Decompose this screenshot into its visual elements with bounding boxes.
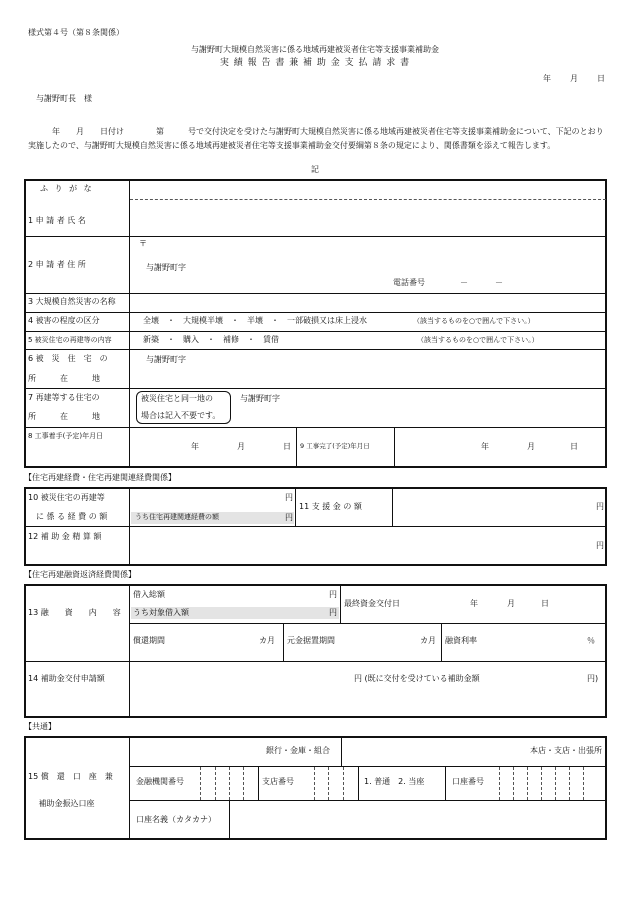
bank-type-options: 銀行・金庫・組合	[266, 746, 330, 755]
rebuild-content-label: 5 被災住宅の再建等の内容	[28, 336, 112, 344]
subsidy-request-label: 14 補助金交付申請額	[28, 674, 105, 683]
section-housing-cost-heading: 【住宅再建経費・住宅再建関連経費関係】	[24, 473, 176, 482]
account-holder-label: 口座名義（カタカナ）	[136, 815, 216, 824]
address-town: 与謝野町字	[146, 263, 186, 272]
damaged-house-location-label-1: 6 被 災 住 宅 の	[28, 354, 108, 363]
form-title-line2: 実 績 報 告 書 兼 補 助 金 支 払 請 求 書	[219, 58, 411, 68]
rebuild-cost-label-1: 10 被災住宅の再建等	[28, 493, 105, 502]
rebuild-note: （該当するものを○で囲んで下さい。）	[417, 336, 539, 344]
damaged-house-location-label-2: 所 在 地	[28, 374, 100, 383]
loan-table	[24, 584, 607, 718]
account-label-2: 補助金振込口座	[28, 799, 95, 808]
final-funding-day: 日	[541, 599, 549, 608]
phone-dash-2: －	[495, 278, 503, 287]
furigana-label: ふ り が な	[40, 184, 94, 193]
date-month: 月	[570, 74, 578, 83]
total-loan-yen: 円	[329, 590, 337, 599]
damaged-house-town: 与謝野町字	[146, 355, 186, 364]
rebuild-cost-label-2: に 係 る 経 費 の 額	[28, 512, 108, 521]
settlement-amount-label: 12 補 助 金 精 算 額	[28, 532, 102, 541]
loan-content-label: 13 融 資 内 容	[28, 608, 121, 617]
final-funding-date-label: 最終資金交付日	[344, 599, 400, 608]
final-funding-month: 月	[507, 599, 515, 608]
construction-start-label: 8 工事着手(予定)年月日	[28, 432, 104, 440]
interest-rate-percent: ％	[587, 636, 595, 645]
rebuilt-house-location-label-2: 所 在 地	[28, 412, 100, 421]
rebuilt-note-line-1: 被災住宅と同一地の	[141, 394, 213, 403]
form-title-line1: 与謝野町大規模自然災害に係る地域再建被災者住宅等支援事業補助金	[191, 45, 439, 54]
start-day: 日	[283, 442, 291, 451]
form-number: 様式第４号（第８条関係）	[28, 28, 124, 37]
section-common-heading: 【共通】	[24, 722, 56, 731]
rebuilt-house-town: 与謝野町字	[240, 394, 280, 403]
damage-level-label: 4 被害の程度の区分	[28, 316, 100, 325]
phone-label: 電話番号	[393, 278, 425, 287]
subsidy-request-text: 円 (既に交付を受けている補助金額	[354, 674, 480, 683]
rebuild-options: 新築 ・ 購入 ・ 補修 ・ 賃借	[143, 335, 279, 344]
target-loan-label: うち対象借入額	[133, 608, 189, 617]
account-label-1: 15 償 還 口 座 兼	[28, 772, 113, 781]
phone-dash-1: －	[460, 278, 468, 287]
account-number-label: 口座番号	[452, 777, 484, 786]
branch-code-label: 支店番号	[262, 777, 294, 786]
related-cost-label: うち住宅再建関連経費の額	[135, 513, 219, 521]
total-loan-label: 借入総額	[133, 590, 165, 599]
support-amount-label: 11 支 援 金 の 額	[299, 502, 362, 511]
damage-options: 全壊 ・ 大規模半壊 ・ 半壊 ・ 一部破損又は床上浸水	[143, 316, 367, 325]
bank-code-label: 金融機関番号	[136, 777, 184, 786]
settlement-amount-yen: 円	[596, 541, 604, 550]
related-cost-yen: 円	[285, 513, 293, 522]
disaster-name-label: 3 大規模自然災害の名称	[28, 297, 116, 306]
repay-period-months: カ月	[259, 636, 275, 645]
intro-paragraph: 年 月 日付け 第 号で交付決定を受けた与謝野町大規模自然災害に係る地域再建被災者住宅等支援事業補助金について、下記のとおり実施したので、与謝野町大規模自然災害に係る地域再建被災者住宅等支援事業補助金交付要綱第８条の規定により、関係書類を添えて報告します。	[28, 127, 604, 150]
end-month: 月	[527, 442, 535, 451]
rebuilt-note-line-2: 場合は記入不要です。	[141, 411, 221, 420]
addressee: 与謝野町長 様	[36, 94, 92, 103]
grace-period-months: カ月	[420, 636, 436, 645]
rebuilt-house-location-label-1: 7 再建等する住宅の	[28, 393, 100, 402]
start-year: 年	[191, 442, 199, 451]
postal-mark: 〒	[139, 239, 147, 248]
applicant-address-label: 2 申 請 者 住 所	[28, 260, 86, 269]
grace-period-label: 元金据置期間	[287, 636, 335, 645]
start-month: 月	[237, 442, 245, 451]
final-funding-year: 年	[470, 599, 478, 608]
date-day: 日	[597, 74, 605, 83]
applicant-name-label: 1 申 請 者 氏 名	[28, 216, 86, 225]
subsidy-request-close: 円)	[587, 674, 599, 683]
date-year: 年	[543, 74, 551, 83]
support-amount-yen: 円	[596, 502, 604, 511]
rebuild-cost-yen: 円	[285, 493, 293, 502]
end-day: 日	[570, 442, 578, 451]
construction-end-label: 9 工事完了(予定)年月日	[300, 442, 370, 450]
end-year: 年	[481, 442, 489, 451]
target-loan-yen: 円	[329, 608, 337, 617]
account-type-options: 1. 普通 2. 当座	[364, 777, 425, 786]
ki-label: 記	[311, 165, 319, 174]
interest-rate-label: 融資利率	[445, 636, 477, 645]
damage-note: （該当するものを○で囲んで下さい。）	[413, 317, 535, 325]
section-loan-heading: 【住宅再建融資返済経費関係】	[24, 570, 136, 579]
repay-period-label: 償還期間	[133, 636, 165, 645]
branch-type-options: 本店・支店・出張所	[530, 746, 602, 755]
